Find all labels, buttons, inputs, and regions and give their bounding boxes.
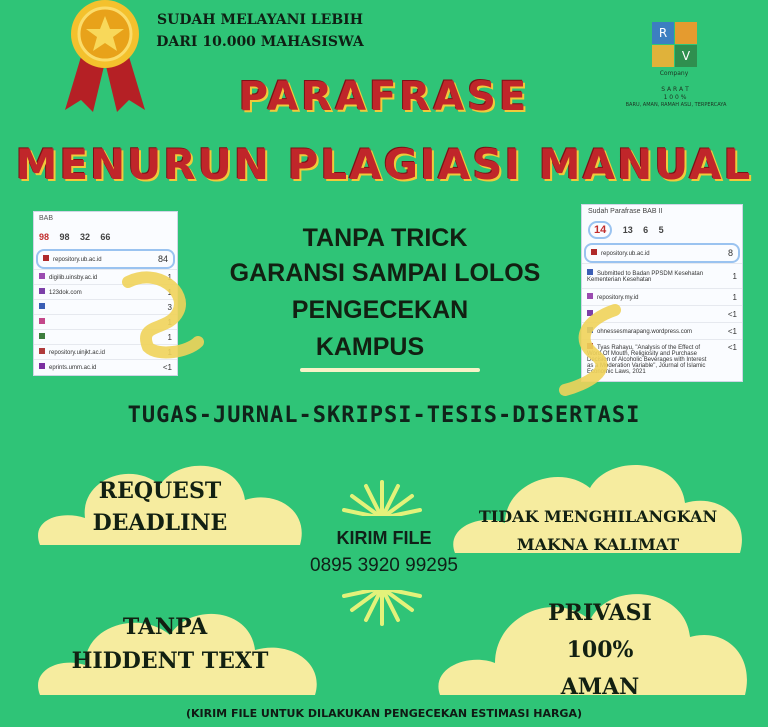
source-icon	[39, 333, 45, 339]
logo-block-tl: R	[652, 22, 674, 44]
cloud-text-deadline: DEADLINE	[92, 510, 228, 536]
logo-block-br: V	[675, 45, 697, 67]
source-icon	[587, 293, 593, 299]
logo-block-bl	[652, 45, 674, 67]
cloud-text-tidak: TIDAK MENGHILANGKAN	[478, 507, 718, 526]
cloud-text-privasi: PRIVASI	[548, 600, 652, 626]
source-icon	[591, 249, 597, 255]
stat-similarity: 14	[588, 221, 612, 239]
source-name: repository.ub.ac.id	[601, 251, 650, 257]
source-name: eprints.umm.ac.id	[49, 365, 97, 371]
stat-internet: 98	[59, 232, 70, 242]
badge-line-1: SUDAH MELAYANI LEBIH	[157, 12, 363, 28]
footer-note: (KIRIM FILE UNTUK DILAKUKAN PENGECEKAN ESTIMASI HARGA)	[185, 707, 583, 720]
contact-label: KIRIM FILE	[336, 528, 432, 548]
source-percent: <1	[727, 326, 737, 336]
stat-internet: 13	[622, 225, 633, 235]
source-icon	[39, 273, 45, 279]
source-name: Tyas Rahayu, "Analysis of the Effect of Word Of Mouth, Religiosity and Purchase Decision of Alcoholic Beverages with Interest as a Moderation Variable", Journal of Islamic Economic Laws, 2021	[587, 345, 707, 375]
kampus-underline	[300, 368, 480, 372]
source-icon	[39, 363, 45, 369]
source-percent: <1	[727, 343, 737, 352]
logo-tag-1: S A R A T	[661, 86, 689, 93]
source-name: repository.ub.ac.id	[53, 257, 102, 263]
source-percent: 1	[167, 317, 172, 327]
paint-swoosh-right	[555, 300, 635, 400]
report-header: Sudah Parafrase BAB II	[588, 208, 663, 215]
company-logo	[652, 22, 698, 68]
cloud-text-request: REQUEST	[98, 478, 222, 504]
logo-company: Company	[659, 70, 689, 77]
report-stats	[34, 225, 177, 249]
logo-tagline: BARU, AMAN, RAMAH ASLI, TERPERCAYA	[625, 102, 727, 108]
source-name: repository.uinjkt.ac.id	[49, 350, 105, 356]
headline-line-1: PARAFRASE	[238, 74, 530, 120]
source-percent: 1	[167, 347, 172, 357]
cloud-text-makna: MAKNA KALIMAT	[516, 535, 680, 554]
report-header: BAB	[39, 215, 54, 222]
sunburst-bottom-icon	[340, 584, 424, 628]
headline-line-2: MENURUN PLAGIASI MANUAL	[15, 140, 753, 189]
guarantee-line-2: GARANSI SAMPAI LOLOS	[229, 259, 541, 287]
cloud-text-aman: AMAN	[560, 674, 640, 700]
source-percent: 1	[732, 292, 737, 302]
cloud-text-hidden: HIDDENT TEXT	[71, 648, 269, 674]
report-row	[582, 263, 742, 288]
source-name: repository.my.id	[597, 295, 639, 301]
logo-block-tr	[675, 22, 697, 44]
source-name: ohnessesmarapang.wordpress.com	[597, 329, 693, 335]
stat-publications: 32	[79, 232, 90, 242]
guarantee-line-3: PENGECEKAN	[291, 296, 469, 324]
guarantee-line-1: TANPA TRICK	[302, 224, 468, 252]
source-percent: <1	[727, 309, 737, 319]
stat-similarity: 98	[39, 232, 50, 242]
source-icon	[39, 318, 45, 324]
source-name: Submitted to Badan PPSDM Kesehatan Kementerian Kesehatan	[587, 271, 704, 283]
report-stats	[582, 218, 742, 243]
source-icon	[39, 348, 45, 354]
cloud-text-100: 100%	[566, 637, 634, 663]
cloud-top-left	[30, 450, 320, 560]
stat-student: 66	[100, 232, 111, 242]
services-list: TUGAS-JURNAL-SKRIPSI-TESIS-DISERTASI	[127, 403, 641, 428]
source-percent: 1	[732, 271, 737, 281]
logo-tag-2: 1 0 0 %	[663, 94, 687, 101]
source-percent: 1	[167, 332, 172, 342]
stat-publications: 6	[643, 225, 649, 235]
report-row	[584, 243, 740, 263]
source-icon	[43, 255, 49, 261]
source-name: digilib.uinsby.ac.id	[49, 275, 98, 281]
stat-student: 5	[658, 225, 664, 235]
cloud-text-tanpa: TANPA	[122, 614, 208, 640]
source-percent: <1	[162, 362, 172, 372]
source-percent: 1	[167, 272, 172, 282]
source-percent: 1	[167, 287, 172, 297]
sunburst-top-icon	[340, 478, 424, 522]
badge-line-2: DARI 10.000 MAHASISWA	[156, 34, 364, 50]
source-percent: 8	[727, 248, 733, 258]
source-name: 123dok.com	[49, 290, 82, 296]
source-percent: 3	[167, 302, 172, 312]
source-percent: 84	[157, 254, 168, 264]
source-icon	[39, 303, 45, 309]
guarantee-line-4: KAMPUS	[315, 333, 425, 361]
contact-phone[interactable]: 0895 3920 99295	[310, 555, 458, 576]
source-icon	[39, 288, 45, 294]
